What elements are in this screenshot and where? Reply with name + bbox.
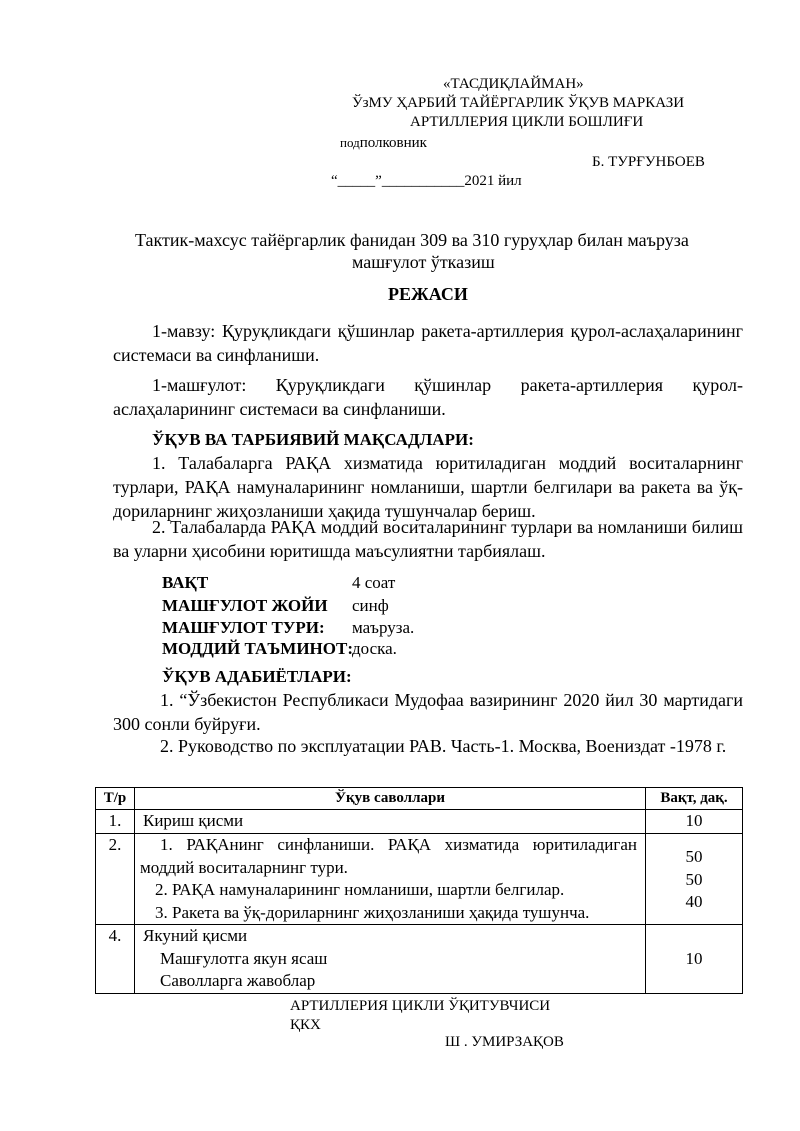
approval-rank-prefix: под [340, 135, 360, 150]
header-time: Вақт, дақ. [646, 788, 743, 810]
page-title: РЕЖАСИ [388, 284, 468, 304]
row-num: 4. [96, 925, 135, 994]
heading-line2: машғулот ўтказиш [352, 252, 495, 272]
table-row [96, 834, 743, 925]
info-value-equipment: доска. [352, 639, 397, 658]
topic-label: 1-мавзу: [152, 321, 216, 341]
info-label-time: ВАҚТ [162, 573, 209, 592]
approval-position: АРТИЛЛЕРИЯ ЦИКЛИ БОШЛИҒИ [410, 114, 644, 130]
lesson-text: Қуруқликдаги қўшинлар ракета-артиллерия қурол-аслаҳаларининг системаси ва синфланиши. [113, 375, 744, 419]
time-value: 40 [685, 892, 703, 911]
info-label-equipment: МОДДИЙ ТАЪМИНОТ: [162, 639, 354, 658]
literature-item: 1. “Ўзбекистон Республикаси Мудофаа вазирининг 2020 йил 30 мартидаги 300 сонли буйруғи. [113, 690, 743, 734]
footer-position: АРТИЛЛЕРИЯ ЦИКЛИ ЎҚИТУВЧИСИ [290, 998, 551, 1014]
question-line: 2. РАҚА намуналарининг номланиши, шартли белгилар. [155, 880, 565, 899]
question-line: Саволларга жавоблар [160, 971, 316, 990]
info-label-place: МАШҒУЛОТ ЖОЙИ [162, 596, 328, 615]
question-line: Кириш қисми [143, 811, 244, 830]
approval-signer: Б. ТУРҒУНБОЕВ [592, 154, 705, 170]
row-question [135, 834, 646, 925]
question-line: 3. Ракета ва ўқ-дориларнинг жиҳозланиши ҳақида тушунча. [155, 902, 590, 922]
question-line: Якуний қисми [143, 926, 248, 945]
topic-text: Қуруқликдаги қўшинлар ракета-артиллерия қурол-аслаҳаларининг системаси ва синфланиши. [113, 321, 743, 365]
info-value-time: 4 соат [352, 573, 396, 592]
table-header-row [96, 788, 743, 810]
time-value: 10 [685, 948, 703, 968]
time-value: 50 [685, 869, 703, 889]
header-questions: Ўқув саволлари [135, 788, 646, 810]
header-num: Т/р [96, 788, 135, 810]
row-time [646, 810, 743, 834]
footer-signer: Ш . УМИРЗАҚОВ [445, 1034, 564, 1050]
literature-item: 2. Руководство по эксплуатации РАВ. Часть-1. Москва, Воениздат -1978 г. [160, 736, 727, 756]
time-value: 10 [685, 811, 703, 830]
row-question [135, 925, 646, 994]
table-row [96, 925, 743, 994]
time-value: 50 [685, 847, 703, 866]
row-question [135, 810, 646, 834]
plan-table [95, 787, 743, 994]
goals-heading: ЎҚУВ ВА ТАРБИЯВИЙ МАҚСАДЛАРИ: [152, 430, 474, 449]
row-num: 1. [96, 810, 135, 834]
topic-paragraph [113, 319, 743, 367]
approval-title: «ТАСДИҚЛАЙМАН» [443, 76, 584, 92]
goal-item: 2. Талабаларда РАҚА моддий воситаларининг турлари ва номланиши билиш ва уларни ҳисобини юритишда маъсулиятни тарбиялаш. [113, 517, 743, 561]
row-time [646, 925, 743, 994]
lesson-paragraph [113, 373, 743, 421]
row-num: 2. [96, 834, 135, 925]
literature-heading: ЎҚУВ АДАБИЁТЛАРИ: [162, 667, 352, 686]
info-label-type: МАШҒУЛОТ ТУРИ: [162, 618, 325, 637]
lesson-label: 1-машғулот: [152, 375, 247, 395]
table-row [96, 810, 743, 834]
row-time [646, 834, 743, 925]
question-line: Машғулотга якун ясаш [160, 948, 328, 968]
approval-rank-line [340, 134, 427, 152]
question-line: 1. РАҚАнинг синфланиши. РАҚА хизматида юритиладиган моддий воситаларнинг тури. [140, 835, 637, 877]
footer-unit: ҚКХ [290, 1017, 321, 1033]
approval-rank: полковник [359, 135, 427, 151]
approval-org: ЎзМУ ҲАРБИЙ ТАЙЁРГАРЛИК ЎҚУВ МАРКАЗИ [352, 95, 685, 111]
approval-date: “_____”___________2021 йил [331, 173, 522, 189]
info-value-type: маъруза. [352, 618, 415, 637]
goal-item: 1. Талабаларга РАҚА хизматида юритиладиган моддий воситаларнинг турлари, РАҚА намуналарининг номланиши, шартли белгилари ва ракета ва ўқ-дориларнинг жиҳозланиши ҳақида тушунчалар бериш. [113, 453, 743, 521]
heading-line1: Тактик-махсус тайёргарлик фанидан 309 ва 310 гуруҳлар билан маъруза [135, 230, 689, 250]
info-value-place: синф [352, 596, 389, 615]
